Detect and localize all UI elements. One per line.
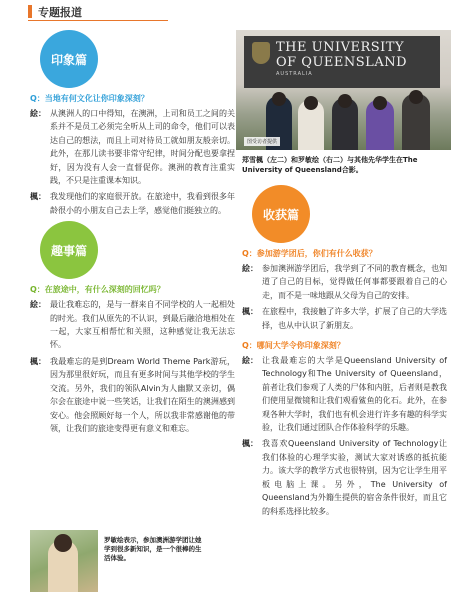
answer-speaker: 楓： — [242, 439, 258, 449]
photo-credit: 图受访者提供 — [244, 137, 280, 146]
university-sign-text — [276, 40, 407, 70]
answer-speaker: 絵： — [242, 356, 258, 366]
person-head — [409, 90, 423, 104]
page-header — [0, 0, 462, 22]
answer-item — [242, 354, 447, 434]
group-photo-caption: 郑雪楓（左二）和罗敏绘（右二）与其他先华学生在The University of Queensland合影。 — [242, 156, 418, 174]
question-fun: Q：在旅途中，有什么深刻的回忆吗？ — [30, 285, 165, 295]
university-crest-icon — [252, 42, 270, 64]
answer-text: 我发现他们的家庭很开放。在旅途中，我看到很多年龄很小的小朋友自己去上学，感觉他们挺独立的。 — [50, 192, 235, 215]
answer-speaker: 絵： — [30, 300, 46, 310]
person-head — [338, 94, 352, 108]
section-badge-fun — [40, 221, 98, 279]
question-university: Q：哪间大学令你印象深刻？ — [242, 341, 345, 351]
answer-text: 让我最难忘的大学是Queensland University of Technology和The University of Queensland，前者让我们参观了人类的尸体和内脏，后者则是教我们使用显微镜和让我们观看鲨鱼的化石。此外，在参观各种大学时，我们也有机会进行许多有趣的科学实验，让我们通过团队合作体验科学的乐趣。 — [262, 356, 447, 433]
answer-text: 我最难忘的是到Dream World Theme Park游玩，因为那里很好玩，而且有更多时间与其他学校的学生交流。另外，我们的领队Alvin为人幽默又亲切，偶尔会在旅途中说一些笑话，让我们在陌生的澳洲感到安心。他会照顾好每一个人，所以我非常感谢他的带领，让我们的旅途变得更有意义和难忘。 — [50, 356, 235, 433]
answer-text: 在旅程中，我接触了许多大学，扩展了自己的大学选择，也从中认识了新朋友。 — [262, 307, 447, 330]
person-head — [304, 96, 318, 110]
group-photo — [236, 30, 451, 150]
answer-item — [30, 298, 235, 352]
answer-item — [242, 305, 447, 332]
answer-item — [30, 107, 235, 187]
person-head — [272, 92, 286, 106]
section-badge-harvest — [252, 185, 310, 243]
header-title: 专题报道 — [38, 6, 82, 19]
answer-item — [242, 262, 447, 302]
section-title-impression: 印象篇 — [50, 52, 87, 67]
answer-item — [30, 190, 235, 217]
student-photo-caption: 罗敏绘表示，参加澳洲游学团让她学到很多新知识，是一个很棒的生活体验。 — [104, 536, 202, 562]
section-badge-impression — [40, 30, 98, 88]
question-harvest: Q：参加游学团后，你们有什么收获？ — [242, 249, 377, 258]
right-column — [242, 30, 447, 521]
section-title-fun: 趣事篇 — [50, 243, 87, 258]
sign-subtitle: AUSTRALIA — [276, 71, 313, 77]
answer-speaker: 楓： — [30, 192, 46, 202]
answer-item — [30, 355, 235, 435]
answer-speaker: 絵： — [242, 264, 258, 273]
section-title-harvest: 收获篇 — [262, 207, 299, 222]
answer-text: 我喜欢Queensland University of Technology让我们体验的心理学实验，测试大家对诱惑的抵抗能力。该大学的教学方式也很特别，因为它让学生用平板电脑上课。另外，The University of Queensland为外籍生提供的宿舍条件很好，而且它的科系选择比较多。 — [262, 439, 447, 516]
answer-item — [242, 437, 447, 517]
answer-speaker: 楓： — [242, 307, 258, 317]
left-column — [30, 30, 235, 438]
answer-speaker: 絵： — [30, 109, 46, 118]
question-impression: Q：当地有何文化让你印象深刻？ — [30, 94, 149, 103]
student-head — [54, 534, 72, 552]
header-accent-bar — [28, 5, 32, 18]
answer-text: 从澳洲人的口中得知，在澳洲，上司和员工之间的关系并不是员工必须完全听从上司的命令，他们可以表达自己的想法，而且上司对待员工就如朋友般亲切。此外，在那儿读书要非常守纪律，时间分配也要拿捏好，因为没有人会一直督促你。澳洲的教育注重实践，不只是注重课本知识。 — [50, 109, 235, 186]
person-head — [373, 96, 387, 110]
answer-text: 最让我难忘的，是与一群来自不同学校的人一起相处的时光。我们从原先的不认识，到最后融洽地相处在一起，大家互相帮忙和关照，这种感觉让我无法忘怀。 — [50, 300, 235, 350]
student-photo — [30, 530, 98, 592]
header-rule — [28, 20, 168, 21]
answer-speaker: 楓： — [30, 356, 46, 366]
sign-line-1: THE UNIVERSITY — [276, 40, 405, 55]
answer-text: 参加澳洲游学团后，我学到了不同的教育概念，也知道了自己的目标，觉得做任何事都要跟着自己的心走，而不是一味地跟从父母为自己的安排。 — [262, 264, 447, 300]
sign-line-2: OF QUEENSLAND — [276, 55, 408, 70]
